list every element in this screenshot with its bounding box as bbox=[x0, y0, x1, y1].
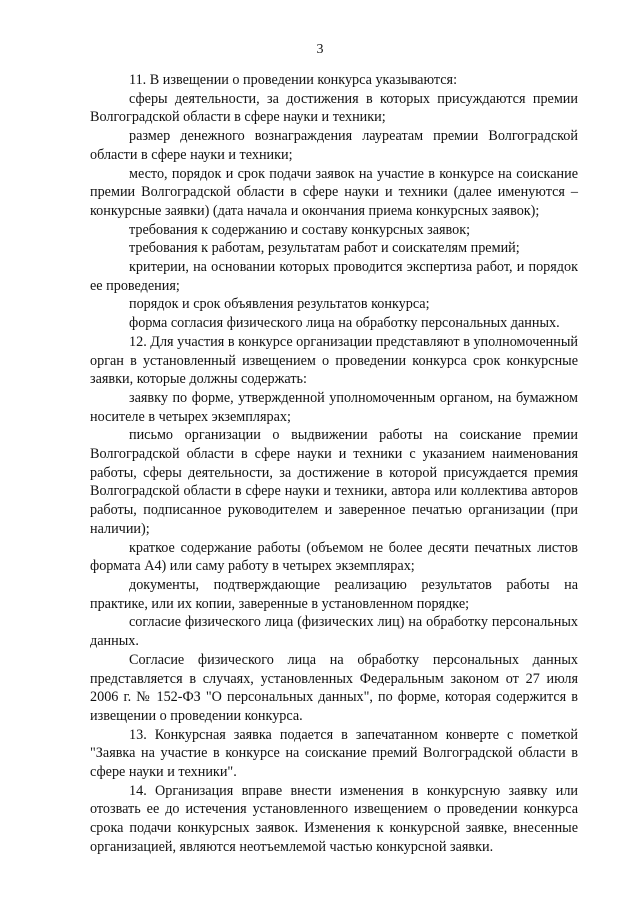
paragraph: форма согласия физического лица на обработку персональных данных. bbox=[129, 315, 560, 332]
paragraph: 13. Конкурсная заявка подается в запечатанном конверте с пометкой "Заявка на участие в конкурсе на соискание премий Волгоградской области в сфере науки и техники". bbox=[90, 726, 578, 781]
paragraph: 11. В извещении о проведении конкурса указываются: bbox=[129, 72, 458, 88]
paragraph: сферы деятельности, за достижения в которых присуждаются премии Волгоградской области в сфере науки и техники; bbox=[90, 90, 578, 126]
paragraph: требования к работам, результатам работ и соискателям премий; bbox=[129, 240, 520, 257]
paragraph: 14. Организация вправе внести изменения в конкурсную заявку или отозвать ее до истечения установленного извещением о проведении конкурса срока подачи конкурсных заявок. Изменения к конкурсной заявке, внесенные организацией, являются неотъемлемой частью конкурсной заявки. bbox=[90, 782, 578, 855]
paragraph: письмо организации о выдвижении работы на соискание премии Волгоградской области в сфере науки и техники с указанием наименования работы, сферы деятельности, за достижение в которой присуждается премия Волгоградской области в сфере науки и техники, автора или коллектива авторов работы, подписанное руководителем и заверенное печатью организации (при наличии); bbox=[90, 427, 578, 537]
page-number: 3 bbox=[316, 42, 324, 57]
paragraph: место, порядок и срок подачи заявок на участие в конкурсе на соискание премии Волгоградской области в сфере науки и техники (далее именуются – конкурсные заявки) (дата начала и окончания приема конкурсных заявок); bbox=[90, 165, 578, 219]
paragraph: порядок и срок объявления результатов конкурса; bbox=[129, 296, 430, 313]
paragraph: Согласие физического лица на обработку персональных данных представляется в случаях, установленных Федеральным законом от 27 июля 2006 г. № 152-ФЗ "О персональных данных", по форме, которая содержится в извещении о проведении конкурса. bbox=[90, 651, 578, 724]
document-body bbox=[90, 71, 578, 857]
paragraph: критерии, на основании которых проводится экспертиза работ, и порядок ее проведения; bbox=[90, 259, 578, 294]
paragraph: 12. Для участия в конкурсе организации представляют в уполномоченный орган в установленный извещением о проведении конкурса срок конкурсные заявки, которые должны содержать: bbox=[90, 333, 578, 388]
paragraph: краткое содержание работы (объемом не более десяти печатных листов формата А4) или саму работу в четырех экземплярах; bbox=[90, 539, 578, 575]
paragraph: заявку по форме, утвержденной уполномоченным органом, на бумажном носителе в четырех экземплярах; bbox=[90, 389, 578, 425]
paragraph: требования к содержанию и составу конкурсных заявок; bbox=[129, 221, 471, 238]
paragraph: согласие физического лица (физических лиц) на обработку персональных данных. bbox=[90, 614, 578, 650]
paragraph: размер денежного вознаграждения лауреатам премии Волгоградской области в сфере науки и техники; bbox=[90, 128, 578, 163]
paragraph: документы, подтверждающие реализацию результатов работы на практике, или их копии, заверенные в установленном порядке; bbox=[90, 576, 578, 612]
